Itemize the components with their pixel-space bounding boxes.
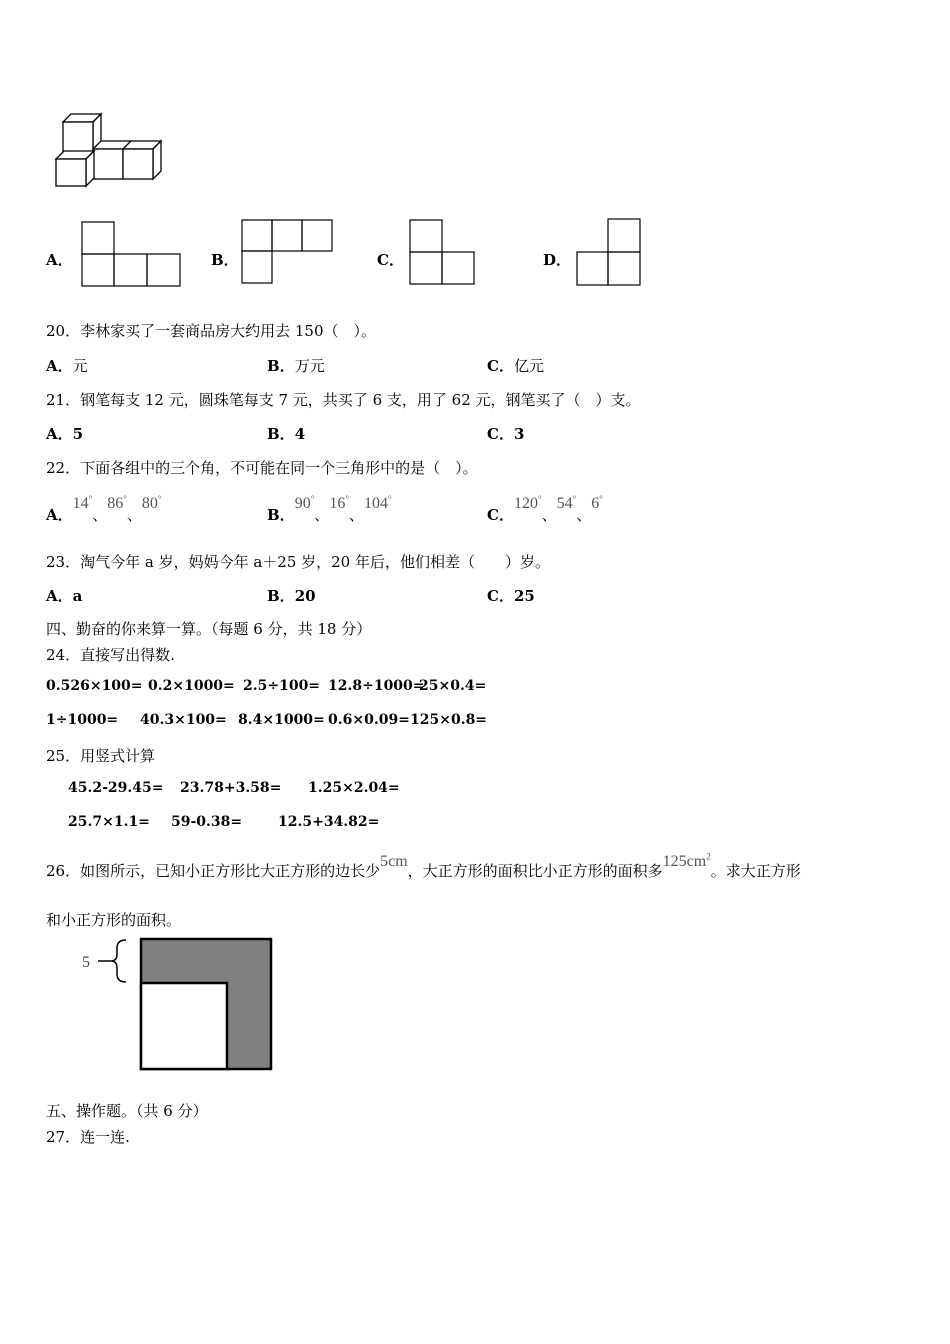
q19-option-b-figure (241, 219, 335, 286)
q26-text-a: 如图所示，已知小正方形比大正方形的边长少 (80, 862, 381, 880)
q26-unit-125cm2 (663, 853, 711, 870)
q21-number: 21． (46, 391, 81, 409)
q22-question (46, 457, 478, 478)
angle-value: 80 (141, 495, 158, 512)
q24-item: 8.4×1000= (238, 712, 325, 728)
q20-option-b (267, 355, 325, 376)
angle-value: 16 (329, 495, 346, 512)
q23-option-a-label: A． (46, 587, 73, 605)
q24-text: 直接写出得数. (80, 646, 175, 664)
angle-value: 54 (556, 495, 573, 512)
q21-option-a-label: A． (46, 425, 73, 443)
q20-option-c-label: C． (487, 357, 514, 375)
q23-option-a-text: a (72, 587, 83, 605)
separator: 、 (126, 506, 142, 524)
q24-item: 1÷1000= (46, 712, 119, 728)
figure-label-5: 5 (82, 954, 90, 971)
degree-sign: ° (123, 494, 127, 504)
q21-option-a-text: 5 (72, 425, 84, 443)
q23-number: 23． (46, 553, 81, 571)
q24-item: 0.2×1000= (148, 678, 235, 694)
q25-item: 12.5+34.82= (278, 814, 380, 830)
q22-option-a-label: A． (46, 506, 73, 524)
q24-item: 0.6×0.09= (328, 712, 410, 728)
q26-unit2-value: 125cm (662, 853, 707, 870)
q19-option-c-figure (409, 219, 476, 286)
squares-figure (80, 936, 275, 1072)
q23-option-b (267, 585, 316, 606)
q21-option-c (487, 423, 524, 444)
q23-option-b-text: 20 (294, 587, 316, 605)
q26-text-b: ，大正方形的面积比小正方形的面积多 (407, 862, 663, 880)
degree-sign: ° (572, 494, 577, 504)
q22-number: 22． (46, 459, 81, 477)
angle-value: 120 (513, 495, 538, 512)
q24-item: 0.526×100= (46, 678, 143, 694)
q26-text-c: 。求大正方形 (710, 862, 801, 880)
angle-value: 6 (591, 495, 600, 512)
separator: 、 (92, 506, 108, 524)
q27-number: 27． (46, 1128, 81, 1146)
q20-option-b-label: B． (267, 357, 295, 375)
q23-option-c-text: 25 (513, 587, 535, 605)
q24-item: 2.5÷100= (243, 678, 321, 694)
q19-option-a-label: A． (46, 251, 73, 269)
q20-number: 20． (46, 322, 81, 340)
q25-text: 用竖式计算 (80, 747, 156, 765)
q24-question (46, 644, 175, 665)
q27-text: 连一连. (80, 1128, 130, 1146)
q21-text: 钢笔每支 12 元，圆珠笔每支 7 元，共买了 6 支，用了 62 元，钢笔买了（ ）支。 (80, 391, 641, 409)
degree-sign: ° (537, 494, 542, 504)
q20-option-a-label: A． (46, 357, 73, 375)
q22-option-b-label: B． (267, 506, 295, 524)
q26-number: 26． (46, 862, 81, 880)
cube-figure (54, 112, 164, 190)
q24-item: 40.3×100= (140, 712, 227, 728)
q21-question (46, 389, 641, 410)
angle-value: 104 (363, 495, 388, 512)
q25-item: 23.78+3.58= (180, 780, 282, 796)
q21-option-b-text: 4 (294, 425, 306, 443)
q20-option-a-text: 元 (72, 357, 88, 375)
q23-text: 淘气今年 a 岁，妈妈今年 a＋25 岁，20 年后，他们相差（ ）岁。 (80, 553, 550, 571)
degree-sign: ° (345, 494, 349, 504)
degree-sign: ° (88, 494, 93, 504)
degree-sign: ° (387, 494, 392, 504)
q25-item: 59-0.38= (171, 814, 243, 830)
q19-option-c-label: C． (377, 251, 404, 269)
separator: 、 (541, 506, 557, 524)
degree-sign: ° (599, 494, 603, 504)
degree-sign: ° (310, 494, 315, 504)
q26-question-cont: 和小正方形的面积。 (46, 911, 182, 929)
separator: 、 (314, 506, 330, 524)
q20-option-a (46, 355, 88, 376)
q22-option-c (487, 494, 603, 525)
q24-item: 25×0.4= (419, 678, 487, 694)
q25-question (46, 745, 155, 766)
q27-question (46, 1126, 130, 1147)
q24-number: 24． (46, 646, 81, 664)
q19-option-b-label: B． (211, 251, 239, 269)
q21-option-c-label: C． (487, 425, 514, 443)
q22-option-a (46, 494, 162, 525)
section-5-heading: 五、操作题。（共 6 分） (46, 1102, 208, 1120)
q26-unit2-sup: 2 (706, 851, 711, 862)
separator: 、 (348, 506, 364, 524)
q25-number: 25． (46, 747, 81, 765)
q23-question (46, 551, 550, 572)
q25-item: 45.2-29.45= (68, 780, 164, 796)
q19-option-a-figure (81, 221, 183, 288)
angle-value: 86 (107, 495, 124, 512)
q24-item: 125×0.8= (410, 712, 488, 728)
q26-question (46, 851, 801, 881)
q26-unit-5cm: 5cm (380, 853, 408, 870)
q20-option-c-text: 亿元 (513, 357, 544, 375)
q23-option-c (487, 585, 535, 606)
q23-option-a (46, 585, 82, 606)
angle-value: 14 (72, 495, 89, 512)
q24-item: 12.8÷1000= (328, 678, 425, 694)
q19-option-d-label: D． (543, 251, 572, 269)
q23-option-b-label: B． (267, 587, 295, 605)
q25-item: 25.7×1.1= (68, 814, 150, 830)
q25-item: 1.25×2.04= (308, 780, 400, 796)
q23-option-c-label: C． (487, 587, 514, 605)
separator: 、 (576, 506, 592, 524)
q22-text: 下面各组中的三个角，不可能在同一个三角形中的是（ ）。 (80, 459, 478, 477)
q20-option-b-text: 万元 (294, 357, 325, 375)
q21-option-b (267, 423, 305, 444)
q20-option-c (487, 355, 544, 376)
q22-option-b (267, 494, 392, 525)
q21-option-a (46, 423, 83, 444)
section-4-heading: 四、勤奋的你来算一算。（每题 6 分，共 18 分） (46, 620, 372, 638)
q22-option-c-label: C． (487, 506, 514, 524)
q20-question (46, 320, 376, 341)
angle-value: 90 (294, 495, 311, 512)
q20-text: 李林家买了一套商品房大约用去 150（ ）。 (80, 322, 376, 340)
q21-option-b-label: B． (267, 425, 295, 443)
q19-option-d-figure (576, 218, 643, 287)
q21-option-c-text: 3 (513, 425, 525, 443)
degree-sign: ° (157, 494, 162, 504)
